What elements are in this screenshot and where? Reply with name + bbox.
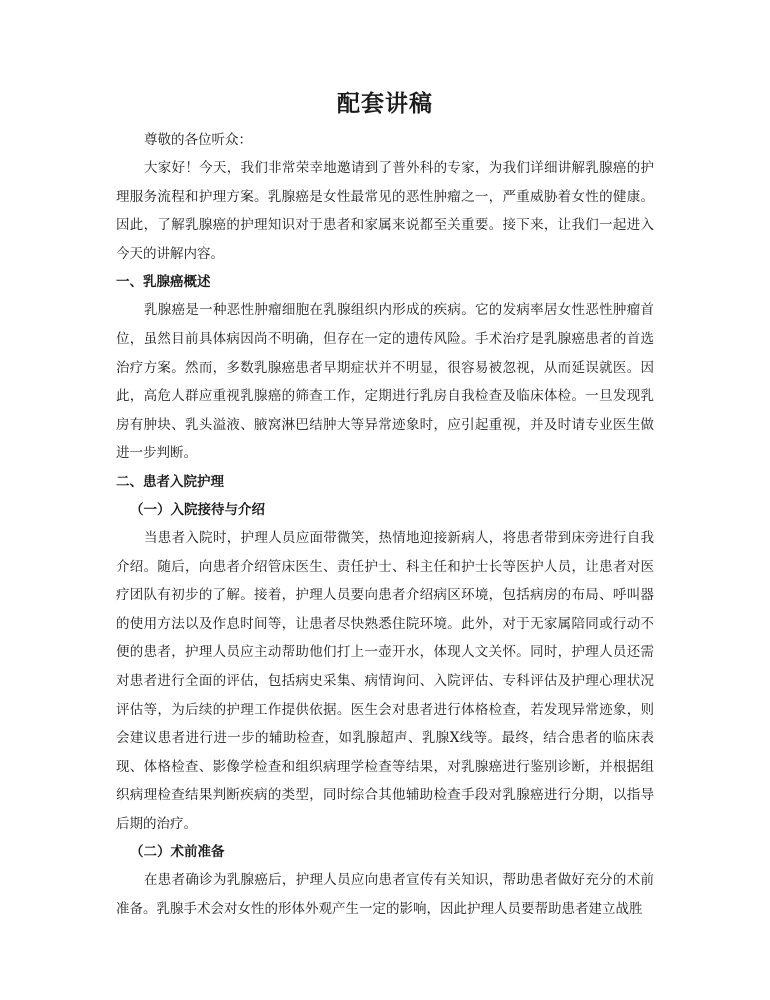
overview-paragraph: 乳腺癌是一种恶性肿瘤细胞在乳腺组织内形成的疾病。它的发病率居女性恶性肿瘤首位，虽然目前具体病因尚不明确，但存在一定的遗传风险。手术治疗是乳腺癌患者的首选治疗方案。然而，多数乳腺癌患者早期症状并不明显，很容易被忽视，从而延误就医。因此，高危人群应重视乳腺癌的筛查工作，定期进行乳房自我检查及临床体检。一旦发现乳房有肿块、乳头溢液、腋窝淋巴结肿大等异常迹象时，应引起重视，并及时请专业医生做进一步判断。 [116,302,654,462]
subheading-preop: （二）术前准备 [130,844,225,861]
intro-paragraph: 大家好！今天，我们非常荣幸地邀请到了普外科的专家，为我们详细讲解乳腺癌的护理服务流程和护理方案。乳腺癌是女性最常见的恶性肿瘤之一，严重威胁着女性的健康。因此，了解乳腺癌的护理知识对于患者和家属来说都至关重要。接下来，让我们一起进入今天的讲解内容。 [116,160,654,262]
preop-paragraph: 在患者确诊为乳腺癌后，护理人员应向患者宣传有关知识，帮助患者做好充分的术前准备。乳腺手术会对女性的形体外观产生一定的影响，因此护理人员要帮助患者建立战胜 [116,872,654,918]
section-heading-overview: 一、乳腺癌概述 [116,274,211,291]
greeting: 尊敬的各位听众： [144,132,252,148]
subheading-reception: （一）入院接待与介绍 [130,501,265,518]
document-body [116,126,654,924]
section-heading-admission: 二、患者入院护理 [116,473,224,490]
page-title: 配套讲稿 [337,90,433,117]
reception-paragraph: 当患者入院时，护理人员应面带微笑，热情地迎接新病人，将患者带到床旁进行自我介绍。随后，向患者介绍管床医生、责任护士、科主任和护士长等医护人员，让患者对医疗团队有初步的了解。接着，护理人员要向患者介绍病区环境，包括病房的布局、呼叫器的使用方法以及作息时间等，让患者尽快熟悉住院环境。此外，对于无家属陪同或行动不便的患者，护理人员应主动帮助他们打上一壶开水，体现人文关怀。同时，护理人员还需对患者进行全面的评估，包括病史采集、病情询问、入院评估、专科评估及护理心理状况评估等，为后续的护理工作提供依据。医生会对患者进行体格检查，若发现异常迹象，则会建议患者进行进一步的辅助检查，如乳腺超声、乳腺X线等。最终，结合患者的临床表现、体格检查、影像学检查和组织病理学检查等结果，对乳腺癌进行鉴别诊断，并根据组织病理检查结果判断疾病的类型，同时综合其他辅助检查手段对乳腺癌进行分期，以指导后期的治疗。 [116,529,654,832]
